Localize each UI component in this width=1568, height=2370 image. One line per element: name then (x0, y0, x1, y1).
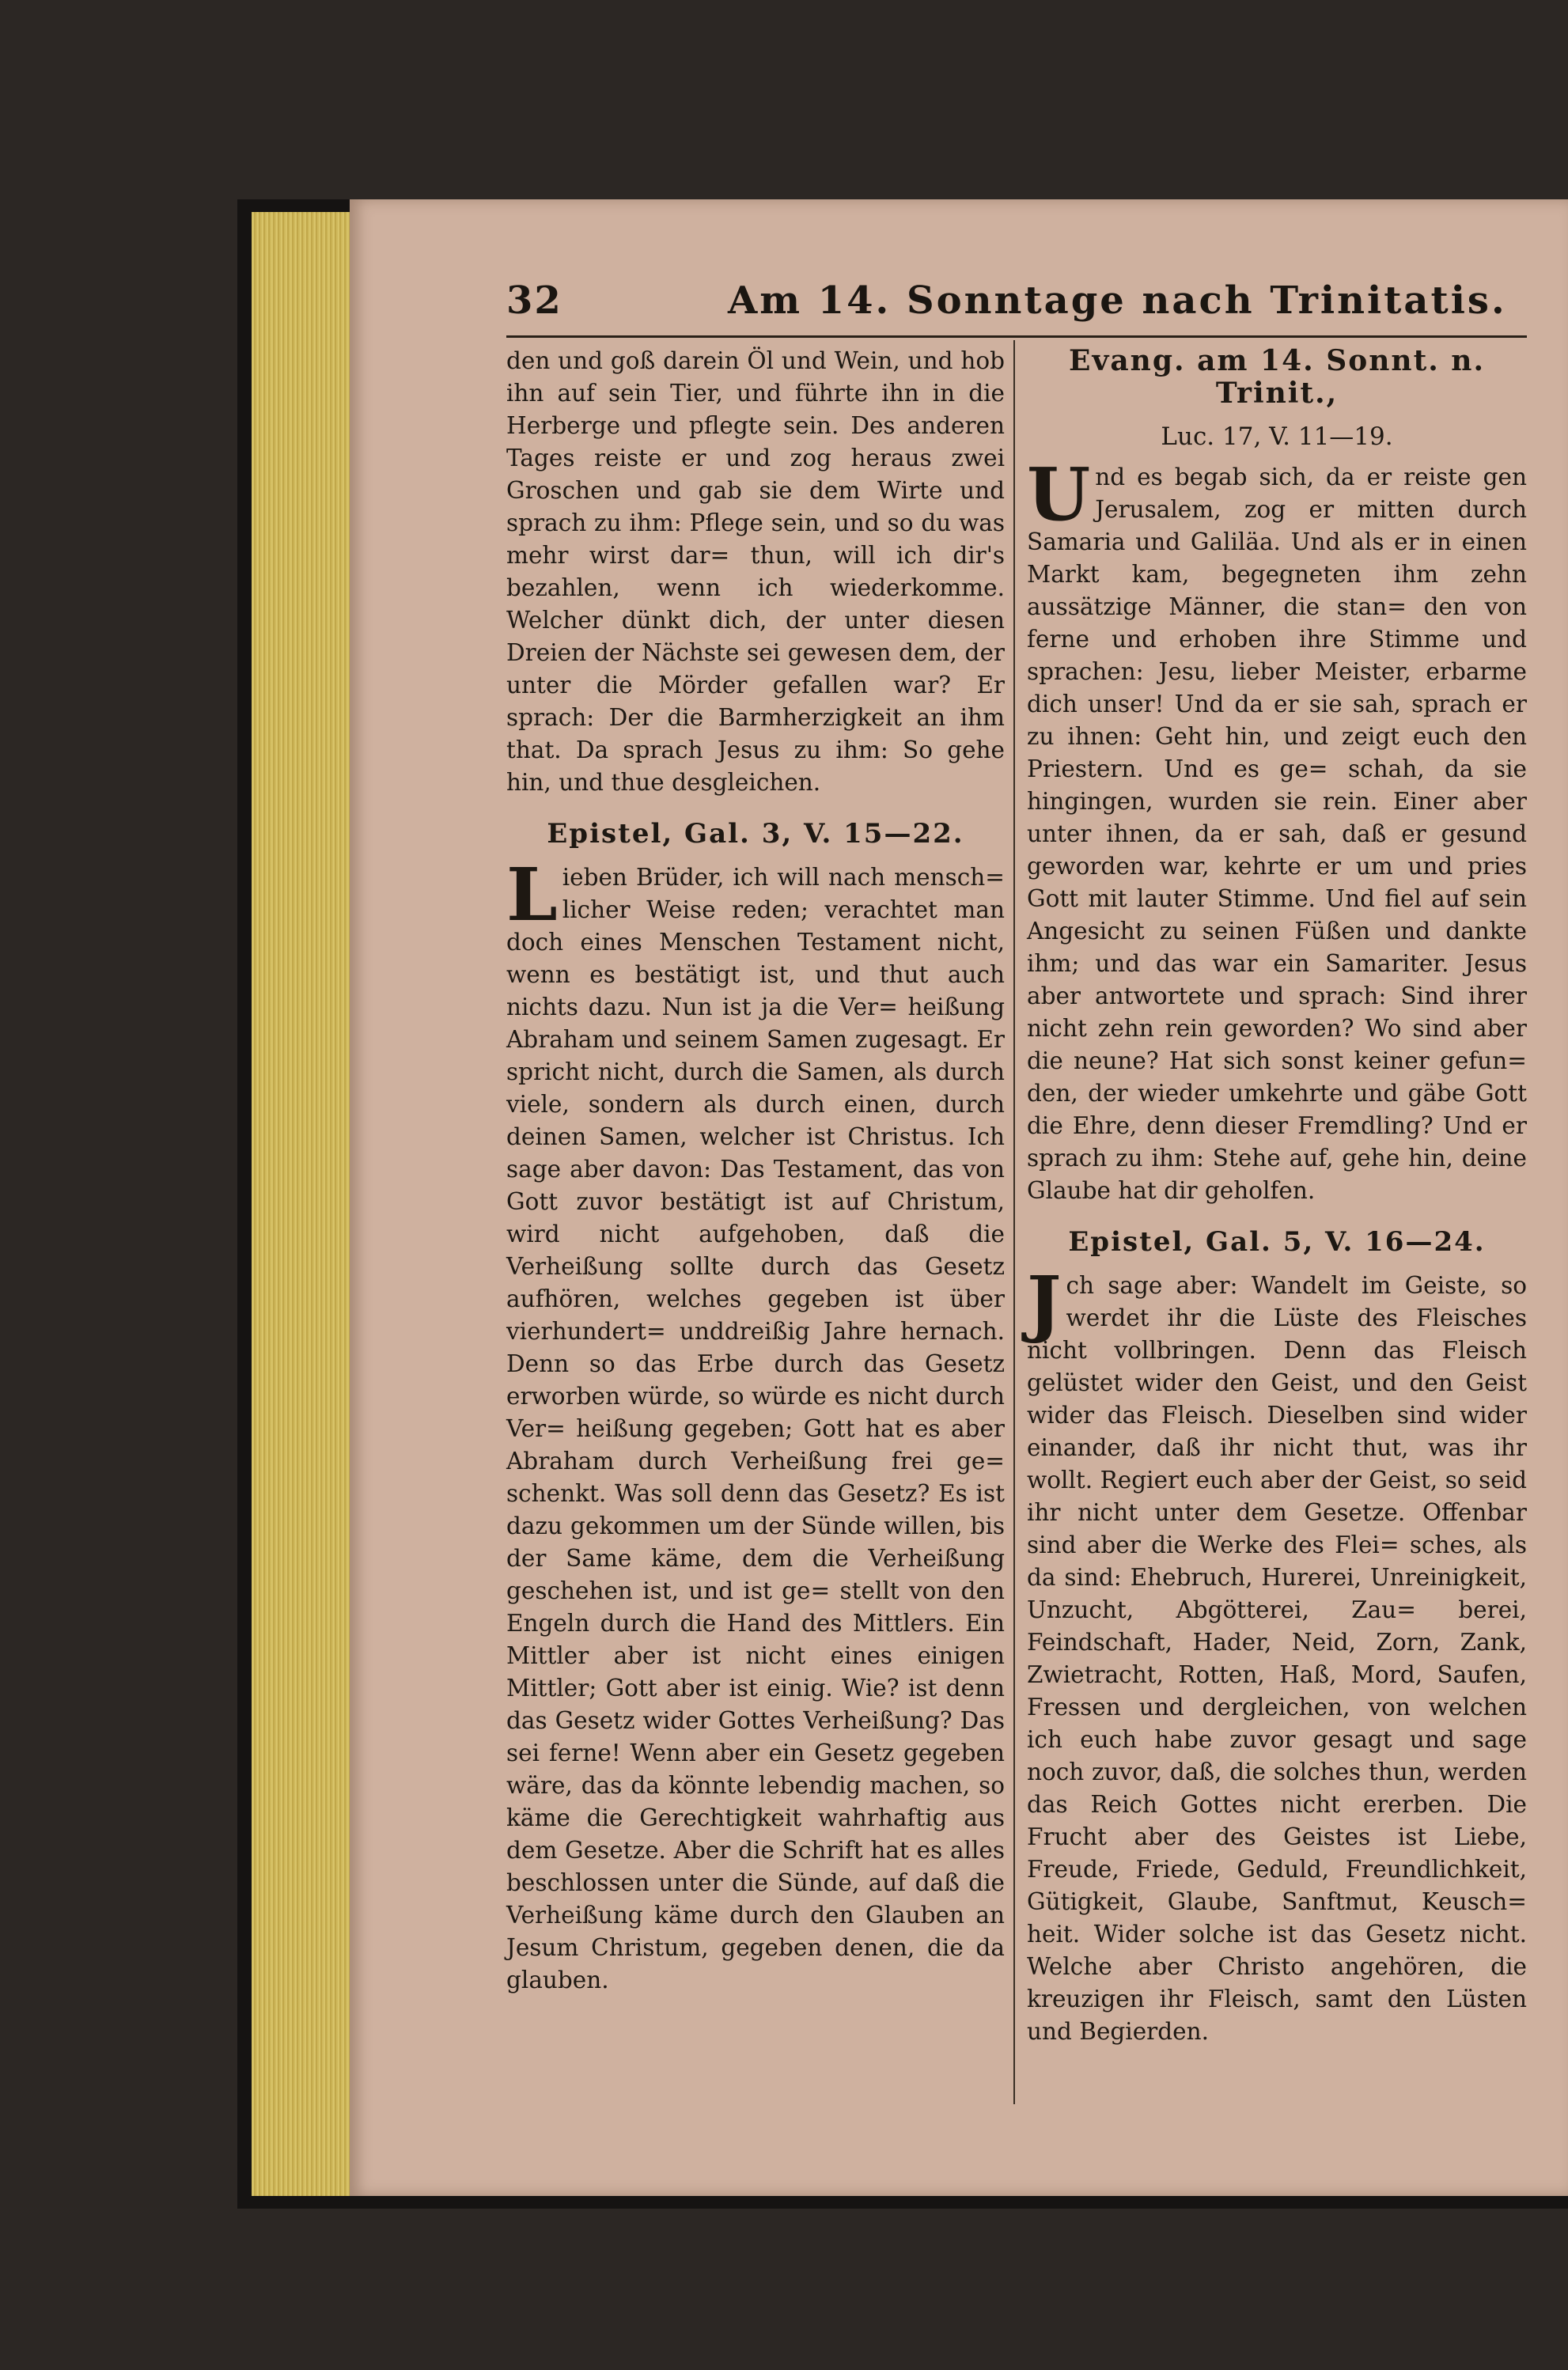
epistle-text-gal-5 (1027, 1260, 1527, 2048)
dropcap-initial: U (1027, 452, 1091, 537)
header-rule (506, 335, 1527, 338)
epistle-body-gal-3: ieben Brüder, ich will nach mensch= licher Weise reden; verachtet man doch eines Menschen Testament nicht, wenn es bestätigt ist, und thut auch nichts dazu. Nun ist ja die Ver= heißung Abraham und seinem Samen zugesagt. Er spricht nicht, durch die Samen, als durch viele, sondern als durch einen, durch deinen Samen, welcher ist Christus. Ich sage aber davon: Das Testament, das von Gott zuvor bestätigt ist auf Christum, wird nicht aufgehoben, daß die Verheißung sollte durch das Gesetz aufhören, welches gegeben ist über vierhundert= unddreißig Jahre hernach. Denn so das Erbe durch das Gesetz erworben würde, so würde es nicht durch Ver= heißung gegeben; Gott hat es aber Abraham durch Verheißung frei ge= schenkt. Was soll denn das Gesetz? Es ist dazu gekommen um der Sünde willen, bis der Same käme, dem die Verheißung geschehen ist, und ist ge= stellt von den Engeln durch die Hand des Mittlers. Ein Mittler aber ist nicht eines einigen Mittler; Gott aber ist einig. Wie? ist denn das Gesetz wider Gottes Verheißung? Das sei ferne! Wenn aber ein Gesetz gegeben wäre, das da könnte lebendig machen, so käme die Gerechtigkeit wahrhaftig aus dem Gesetze. Aber die Schrift hat es alles beschlossen unter die Sünde, auf daß die Verheißung käme durch den Glauben an Jesum Christum, gegeben denen, die da glauben. (506, 864, 1005, 1993)
gospel-body: nd es begab sich, da er reiste gen Jerusalem, zog er mitten durch Samaria und Galiläa. Und als er in einen Markt kam, begegneten ihm zehn aussätzige Männer, die stan= den von ferne und erhoben ihre Stimme und sprachen: Jesu, lieber Meister, erbarme dich unser! Und da er sie sah, sprach er zu ihnen: Geht hin, und zeigt euch den Priestern. Und es ge= schah, da sie hingingen, wurden sie rein. Einer aber unter ihnen, da er sah, daß er gesund geworden war, kehrte er um und pries Gott mit lauter Stimme. Und fiel auf sein Angesicht zu seinen Füßen und dankte ihm; und das war ein Samariter. Jesus aber antwortete und sprach: Sind ihrer nicht zehn rein geworden? Wo sind aber die neune? Hat sich sonst keiner gefun= den, der wieder umkehrte und gäbe Gott die Ehre, denn dieser Fremdling? Und er sprach zu ihm: Stehe auf, gehe hin, deine Glaube hat dir geholfen. (1027, 464, 1527, 1204)
epistle-body-gal-5: ch sage aber: Wandelt im Geiste, so werdet ihr die Lüste des Fleisches nicht vollbringen. Denn das Fleisch gelüstet wider den Geist, und den Geist wider das Fleisch. Dieselben sind wider einander, daß ihr nicht thut, was ihr wollt. Regiert euch aber der Geist, so seid ihr nicht unter dem Gesetze. Offenbar sind aber die Werke des Flei= sches, als da sind: Ehebruch, Hurerei, Unreinigkeit, Unzucht, Abgötterei, Zau= berei, Feindschaft, Hader, Neid, Zorn, Zank, Zwietracht, Rotten, Haß, Mord, Saufen, Fressen und dergleichen, von welchen ich euch habe zuvor gesagt und sage noch zuvor, daß, die solches thun, werden das Reich Gottes nicht ererben. Die Frucht aber des Geistes ist Liebe, Freude, Friede, Geduld, Freundlichkeit, Gütigkeit, Glaube, Sanftmut, Keusch= heit. Wider solche ist das Gesetz nicht. Welche aber Christo angehören, die kreuzigen ihr Fleisch, samt den Lüsten und Begierden. (1027, 1272, 1527, 2045)
gospel-text (1027, 452, 1527, 1207)
epistle-text-gal-3 (506, 852, 1005, 1997)
left-column (506, 345, 1005, 1997)
gospel-continuation: den und goß darein Öl und Wein, und hob ihn auf sein Tier, und führte ihn in die Herberge und pflegte sein. Des anderen Tages reiste er und zog heraus zwei Groschen und gab sie dem Wirte und sprach zu ihm: Pflege sein, und so du was mehr wirst dar= thun, will ich dir's bezahlen, wenn ich wiederkomme. Welcher dünkt dich, der unter diesen Dreien der Nächste sei gewesen dem, der unter die Mörder gefallen war? Er sprach: Der die Barmherzigkeit an ihm that. Da sprach Jesus zu ihm: So gehe hin, und thue desgleichen. (506, 347, 1005, 796)
page-header (506, 278, 1527, 329)
page-number: 32 (506, 278, 562, 323)
running-head: Am 14. Sonntage nach Trinitatis. (728, 278, 1507, 323)
epistle-title-gal-3: Epistel, Gal. 3, V. 15—22. (547, 818, 964, 850)
epistle-title-gal-5: Epistel, Gal. 5, V. 16—24. (1068, 1226, 1486, 1258)
dropcap-initial: L (506, 852, 558, 937)
column-divider (1013, 340, 1015, 2104)
dropcap-initial: J (1027, 1260, 1062, 1346)
right-column (1027, 345, 1527, 2048)
gospel-reference: Luc. 17, V. 11—19. (1161, 422, 1393, 451)
gospel-title: Evang. am 14. Sonnt. n. Trinit., (1069, 344, 1485, 410)
